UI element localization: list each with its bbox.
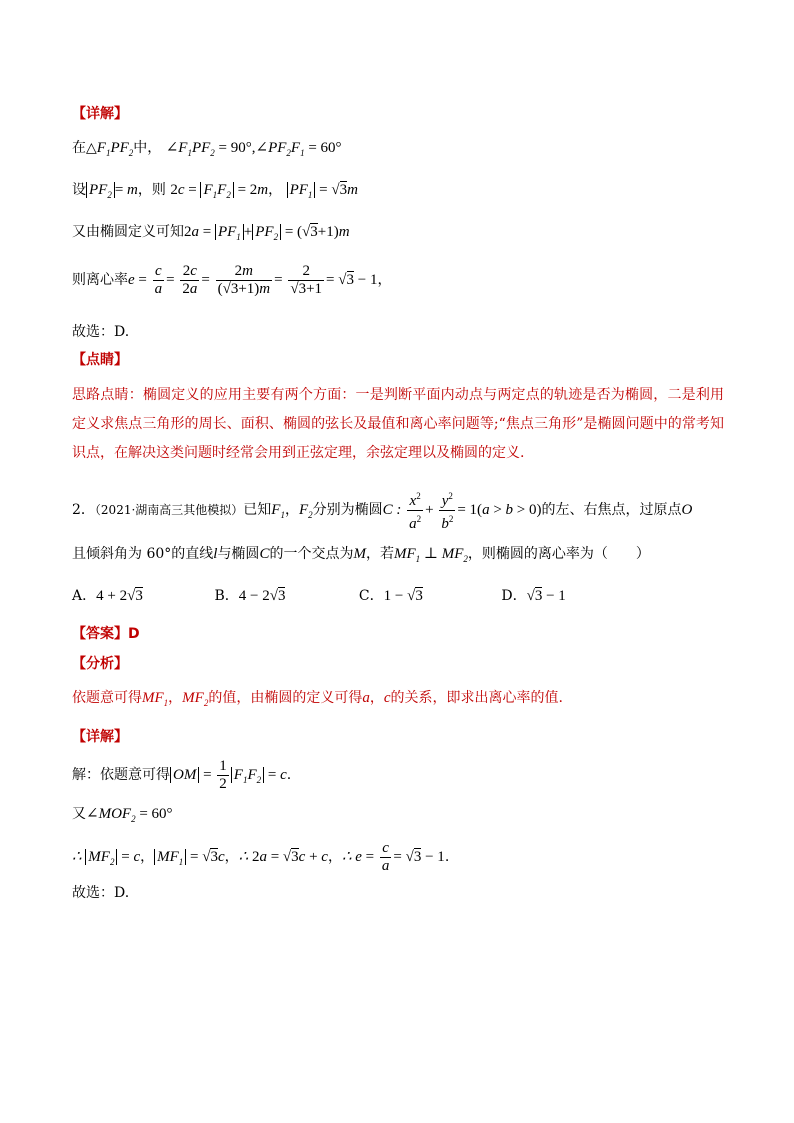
solution-2-line-1: 解：依题意可得 OM = $\frac{1}{2}$ $F_1F_2 = c$. xyxy=(72,758,292,793)
solution-line-angles: 在$\triangle F_1PF_2$中， $\angle F_1PF_2$ = $90^\circ,\angle PF_2F_1 = 60^\circ$ xyxy=(72,140,342,158)
dianjing-heading: 【点睛】 xyxy=(72,352,128,368)
option-d: D．√3 − 1 xyxy=(501,588,566,604)
dianjing-paragraph: 思路点睛：椭圆定义的应用主要有两个方面：一是判断平面内动点与两定点的轨迹是否为椭圆，二是利用定义求焦点三角形的周长、面积、椭圆的弦长及最值和离心率问题等;“焦点三角形”是椭圆问题中的常考知识点，在解决这类问题时经常会用到正弦定理，余弦定理以及椭圆的定义. xyxy=(72,387,724,461)
solution-2-line-3: ∴ $MF_2 = c$， $MF_1 = √3c$，∴ 2a = √3c + c，∴ e = $\frac{c}{a}$ = √3 − 1. xyxy=(72,840,450,875)
detail-heading-2: 【详解】 xyxy=(72,729,128,745)
analysis-text: 依题意可得$MF_1$，$MF_2$的值，由椭圆的定义可得a，c的关系，即求出离心率的值. xyxy=(72,690,563,708)
solution-2-line-2: 又$\angle MOF_2 = 60^\circ$ xyxy=(72,806,173,824)
conclusion-2: 故选：D. xyxy=(72,885,130,901)
analysis-heading: 【分析】 xyxy=(72,656,128,672)
detail-heading: 【详解】 xyxy=(72,106,128,122)
option-c: C．1 − √3 xyxy=(358,588,423,604)
answer-options xyxy=(72,586,566,606)
conclusion-1: 故选：D. xyxy=(72,324,130,340)
answer-heading: 【答案】D xyxy=(72,626,140,642)
solution-line-definition: 又由椭圆定义可知$2a = PF_1 + PF_2 = (√3+1)m$ xyxy=(72,224,350,242)
solution-line-eccentricity: 则离心率e = $\frac{c}{a}$ = $\frac{2c}{2a}$ = $\frac{2m}{(√3+1)m}$ = $\frac{2}{√3+1}$ = √3 − 1， xyxy=(72,263,392,298)
option-a: A．4 + 2√3 xyxy=(72,588,143,604)
solution-line-set: 设 $PF_2 = m$，则 $2c = F_1F_2 = 2m$， $PF_1 = √3m$ xyxy=(72,182,358,200)
question-2-line-2: 且倾斜角为 60°的直线l与椭圆C的一个交点为M，若$MF_1$ ⊥ $MF_2$，则椭圆的离心率为（ ） xyxy=(72,546,650,564)
option-b: B．4 − 2√3 xyxy=(214,588,286,604)
question-2-line-1: 2．（2021·湖南高三其他模拟）已知$F_1$，$F_2$分别为椭圆C : $\frac{x^2}{a^2}$ + $\frac{y^2}{b^2}$ = 1(a > b > 0)的左、右焦点，过原点O xyxy=(72,488,692,533)
